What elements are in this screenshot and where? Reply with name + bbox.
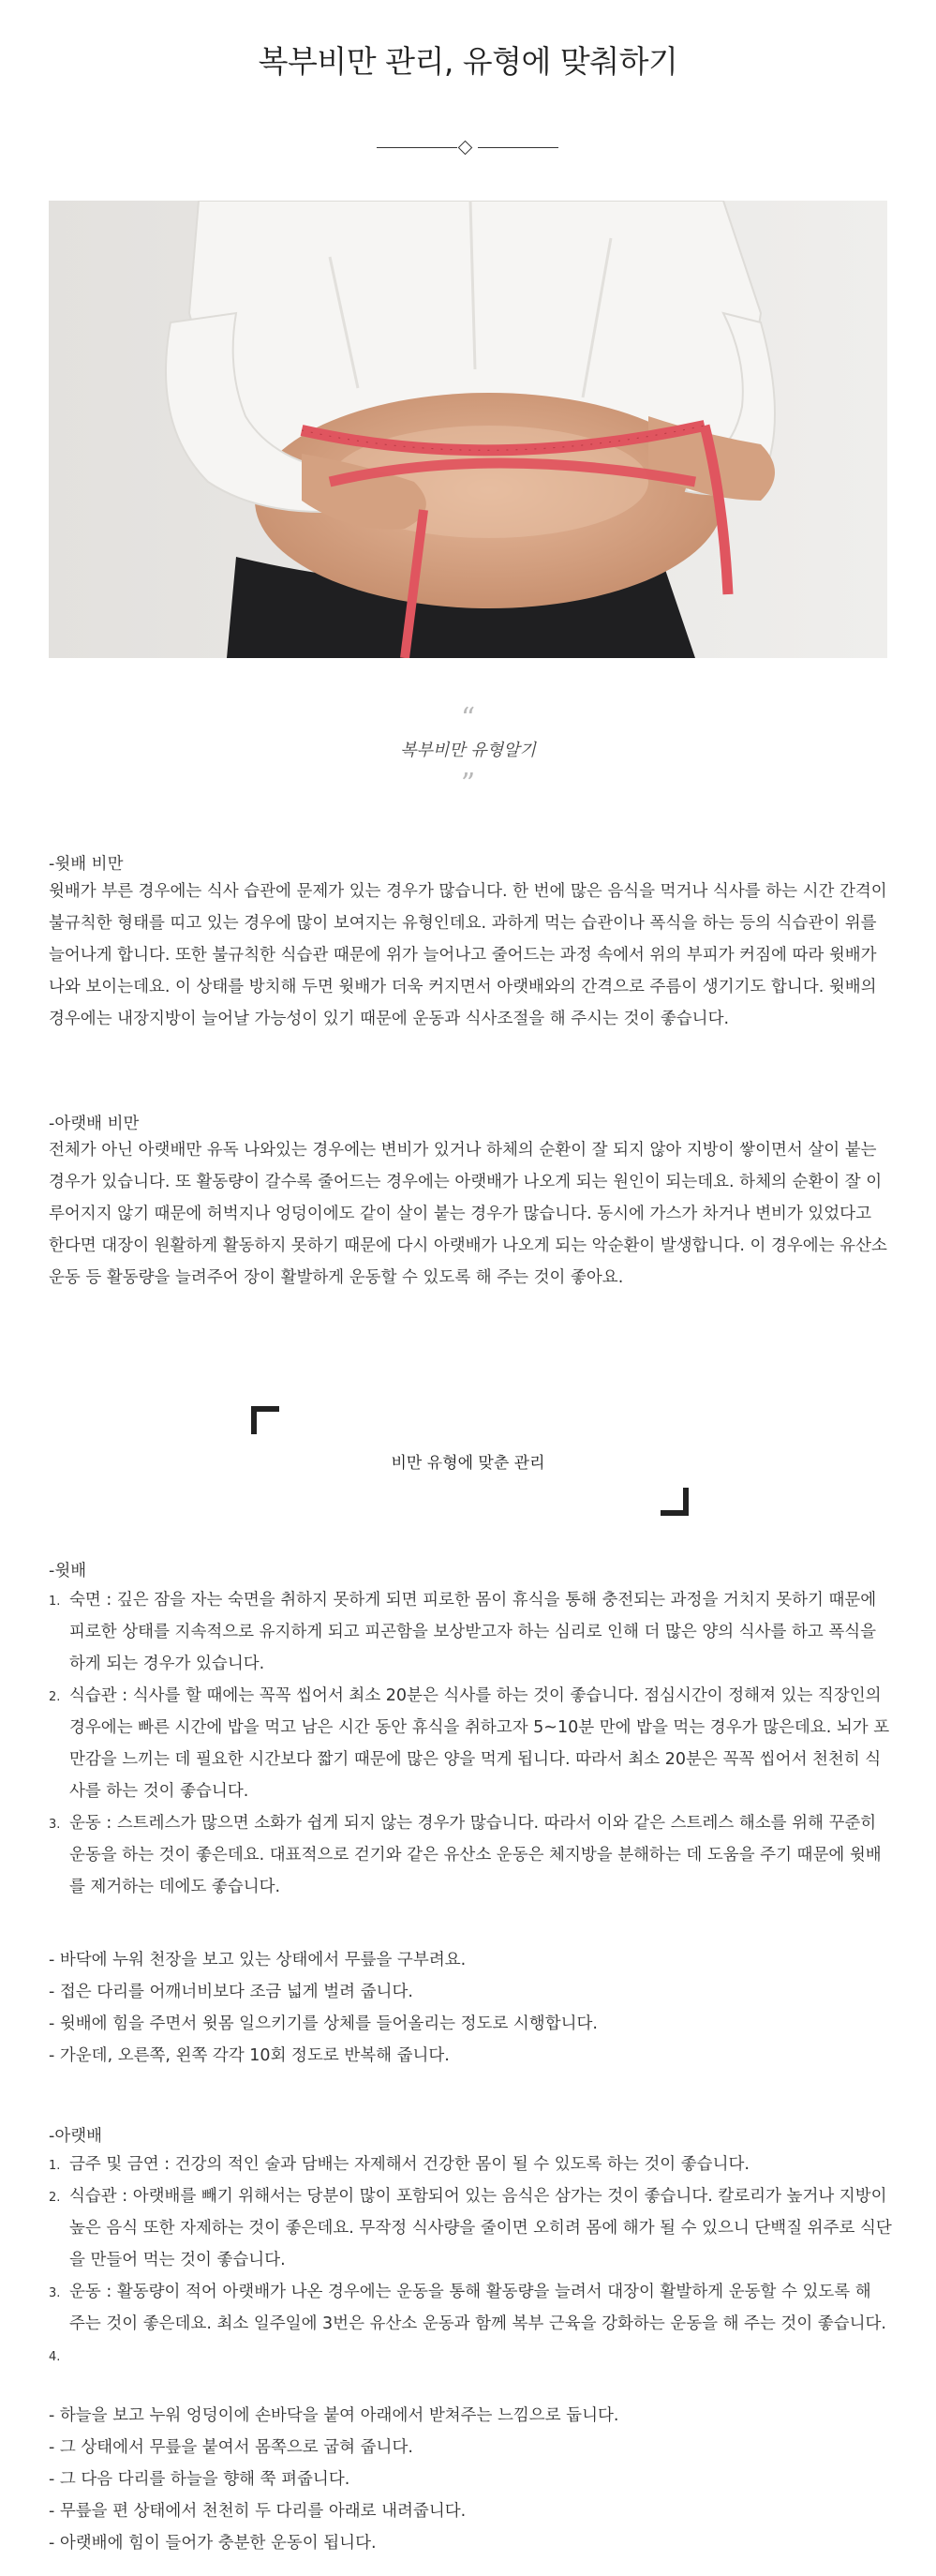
step-item: - 바닥에 누워 천장을 보고 있는 상태에서 무릎을 구부려요. xyxy=(49,1951,467,1969)
frame-title: 비만 유형에 맞춘 관리 xyxy=(391,1454,545,1473)
list-item: 2. 식습관 : 식사를 할 때에는 꼭꼭 씹어서 최소 20분은 식사를 하는 것이 좋습니다. 점심시간이 정해져 있는 직장인의 경우에는 빠른 시간에 밥을 먹고 남은 시간 동안 휴식을 취하고자 5~10분 만에 밥을 먹는 경우가 많은데요. 뇌가 포만감을 느끼는 데 필요한 시간보다 짧기 때문에 많은 양을 먹게 됩니다. 따라서 최소 20분은 꼭꼭 씹어서 천천히 식사를 하는 것이 좋습니다. xyxy=(49,1686,890,1801)
section-body-lower: 전체가 아닌 아랫배만 유독 나와있는 경우에는 변비가 있거나 하체의 순환이 잘 되지 않아 지방이 쌓이면서 살이 붙는 경우가 있습니다. 또 활동량이 갈수록 줄어드는 경우에는 아랫배가 나오게 되는 원인이 되는데요. 하체의 순환이 잘 이루어지지 않기 때문에 허벅지나 엉덩이에도 같이 살이 붙는 경우가 많습니다. 동시에 가스가 차거나 변비가 있었다고 한다면 대장이 원활하게 활동하지 못하기 때문에 다시 아랫배가 나오게 되는 악순환이 발생합니다. 이 경우에는 유산소 운동 등 활동량을 늘려주어 장이 활발하게 운동할 수 있도록 해 주는 것이 좋아요. xyxy=(49,1141,887,1287)
step-item: - 그 다음 다리를 하늘을 향해 쭉 펴줍니다. xyxy=(49,2470,350,2489)
list-item: 1. 숙면 : 깊은 잠을 자는 숙면을 취하지 못하게 되면 피로한 몸이 휴식을 통해 충전되는 과정을 거치지 못하기 때문에 피로한 상태를 지속적으로 유지하게 되고 피곤함을 보상받고자 하는 심리로 인해 더 많은 양의 식사를 하고 폭식을 하게 되는 경우가 있습니다. xyxy=(49,1591,877,1673)
belly-measuring-illustration xyxy=(49,201,887,658)
care-heading-lower: -아랫배 xyxy=(49,2127,103,2146)
care-list-upper xyxy=(49,1584,892,1903)
step-item: - 접은 다리를 어깨너비보다 조금 넓게 벌려 줍니다. xyxy=(49,1983,413,2001)
frame-corner-bottom-right xyxy=(661,1488,689,1516)
step-item: - 하늘을 보고 누워 엉덩이에 손바닥을 붙여 아래에서 받쳐주는 느낌으로 둡니다. xyxy=(49,2406,619,2425)
step-item: - 윗배에 힘을 주면서 윗몸 일으키기를 상체를 들어올리는 정도로 시행합니다. xyxy=(49,2014,598,2033)
title-divider xyxy=(377,141,558,156)
section-heading-upper: -윗배 비만 xyxy=(49,855,124,874)
list-item: 2. 식습관 : 아랫배를 빼기 위해서는 당분이 많이 포함되어 있는 음식은 삼가는 것이 좋습니다. 칼로리가 높거나 지방이 높은 음식 또한 자제하는 것이 좋은데요. 무작정 식사량을 줄이면 오히려 몸에 해가 될 수 있으니 단백질 위주로 식단을 만들어 먹는 것이 좋습니다. xyxy=(49,2187,892,2269)
list-item: 3. 운동 : 활동량이 적어 아랫배가 나온 경우에는 운동을 통해 활동량을 늘려서 대장이 활발하게 운동할 수 있도록 해 주는 것이 좋은데요. 최소 일주일에 3번은 유산소 운동과 함께 복부 근육을 강화하는 운동을 해 주는 것이 좋습니다. xyxy=(49,2283,886,2333)
step-item: - 무릎을 편 상태에서 천천히 두 다리를 아래로 내려줍니다. xyxy=(49,2502,467,2521)
step-item: - 아랫배에 힘이 들어가 충분한 운동이 됩니다. xyxy=(49,2534,377,2553)
exercise-steps-lower xyxy=(49,2400,892,2559)
step-item: - 가운데, 오른쪽, 왼쪽 각각 10회 정도로 반복해 줍니다. xyxy=(49,2046,450,2065)
frame-corner-top-left xyxy=(251,1406,279,1434)
page-title: 복부비만 관리, 유형에 맞춰하기 xyxy=(258,43,678,80)
step-item: - 그 상태에서 무릎을 붙여서 몸쪽으로 굽혀 줍니다. xyxy=(49,2438,413,2457)
diamond-ornament-icon xyxy=(458,141,473,156)
section-body-upper: 윗배가 부른 경우에는 식사 습관에 문제가 있는 경우가 많습니다. 한 번에 많은 음식을 먹거나 식사를 하는 시간 간격이 불규칙한 형태를 띠고 있는 경우에 많이 보여지는 유형인데요. 과하게 먹는 습관이나 폭식을 하는 등의 식습관이 위를 늘어나게 합니다. 또한 불규칙한 식습관 때문에 위가 늘어나고 줄어드는 과정 속에서 위의 부피가 커짐에 따라 윗배가 나와 보이는데요. 이 상태를 방치해 두면 윗배가 더욱 커지면서 아랫배와의 간격으로 주름이 생기기도 합니다. 윗배의 경우에는 내장지방이 늘어날 가능성이 있기 때문에 운동과 식사조절을 해 주시는 것이 좋습니다. xyxy=(49,882,887,1028)
quote-open-icon: “ xyxy=(460,702,476,735)
exercise-steps-upper xyxy=(49,1944,892,2072)
pull-quote: 복부비만 유형알기 xyxy=(400,741,536,760)
care-heading-upper: -윗배 xyxy=(49,1562,87,1580)
section-heading-lower: -아랫배 비만 xyxy=(49,1115,140,1133)
hero-image xyxy=(49,201,887,658)
quote-close-icon: ” xyxy=(460,768,476,801)
list-item: 4. xyxy=(49,2350,61,2364)
care-list-lower xyxy=(49,2149,892,2368)
list-item: 1. 금주 및 금연 : 건강의 적인 술과 담배는 자제해서 건강한 몸이 될 수 있도록 하는 것이 좋습니다. xyxy=(49,2155,750,2174)
list-item: 3. 운동 : 스트레스가 많으면 소화가 쉽게 되지 않는 경우가 많습니다. 따라서 이와 같은 스트레스 해소를 위해 꾸준히 운동을 하는 것이 좋은데요. 대표적으로 걷기와 같은 유산소 운동은 체지방을 분해하는 데 도움을 주기 때문에 윗배를 제거하는 데에도 좋습니다. xyxy=(49,1814,882,1896)
